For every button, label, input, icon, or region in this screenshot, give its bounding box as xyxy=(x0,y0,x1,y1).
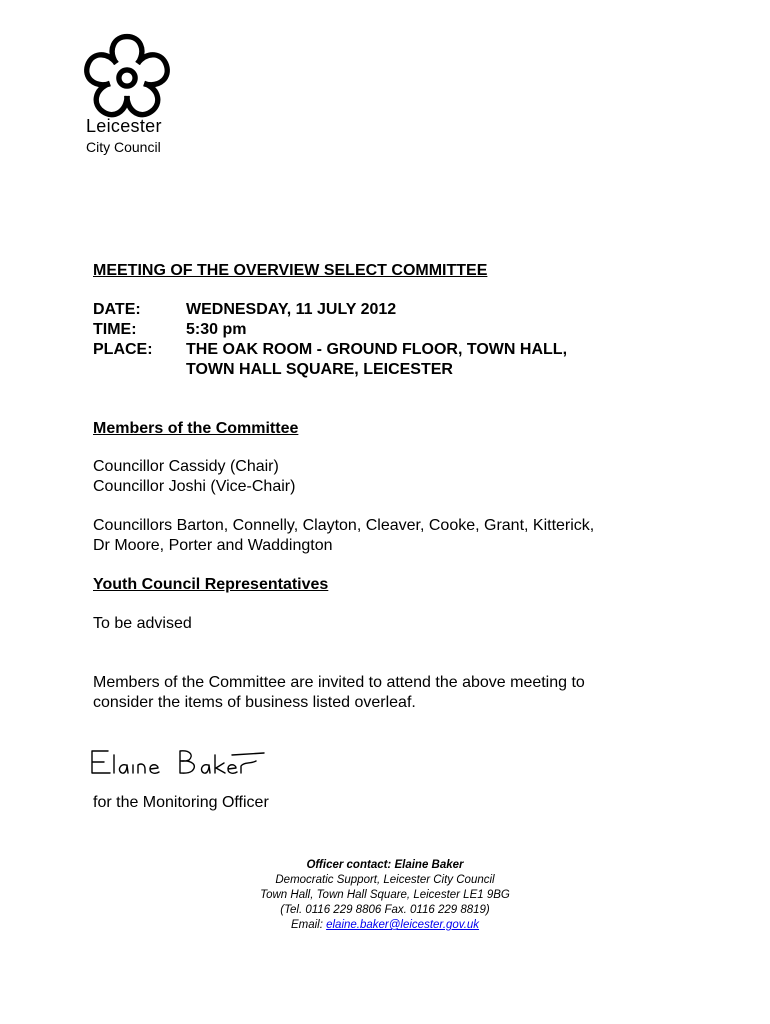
chair-line: Councillor Cassidy (Chair) xyxy=(93,458,279,475)
vice-chair-line: Councillor Joshi (Vice-Chair) xyxy=(93,478,296,495)
for-monitoring-officer: for the Monitoring Officer xyxy=(93,794,269,811)
invitation-line1: Members of the Committee are invited to attend the above meeting to xyxy=(93,674,585,691)
place-value-line2: TOWN HALL SQUARE, LEICESTER xyxy=(186,361,453,378)
meeting-title: MEETING OF THE OVERVIEW SELECT COMMITTEE xyxy=(93,262,488,279)
place-value-line1: THE OAK ROOM - GROUND FLOOR, TOWN HALL, xyxy=(186,341,568,358)
contact-line3: (Tel. 0116 229 8806 Fax. 0116 229 8819) xyxy=(280,904,490,916)
logo-name-line2: City Council xyxy=(86,139,161,155)
council-logo xyxy=(72,15,187,160)
email-label: Email: xyxy=(290,919,323,931)
contact-line2: Town Hall, Town Hall Square, Leicester LE1 9BG xyxy=(260,889,510,901)
logo-name-line1: Leicester xyxy=(86,116,162,136)
time-value: 5:30 pm xyxy=(186,321,247,338)
handwritten-signature xyxy=(88,745,268,781)
contact-email-line xyxy=(185,918,585,933)
contact-line1: Democratic Support, Leicester City Council xyxy=(275,874,495,886)
youth-heading: Youth Council Representatives xyxy=(93,576,329,593)
place-label: PLACE: xyxy=(93,341,153,358)
email-link[interactable]: elaine.baker@leicester.gov.uk xyxy=(326,919,480,931)
date-label: DATE: xyxy=(93,301,141,318)
officer-contact-title: Officer contact: Elaine Baker xyxy=(306,859,464,871)
time-label: TIME: xyxy=(93,321,137,338)
youth-text: To be advised xyxy=(93,615,192,632)
date-value: WEDNESDAY, 11 JULY 2012 xyxy=(186,301,397,318)
five-petal-rose-icon xyxy=(82,33,172,123)
invitation-line2: consider the items of business listed overleaf. xyxy=(93,694,416,711)
councillors-line2: Dr Moore, Porter and Waddington xyxy=(93,537,333,554)
councillors-line1: Councillors Barton, Connelly, Clayton, Cleaver, Cooke, Grant, Kitterick, xyxy=(93,517,595,534)
members-heading: Members of the Committee xyxy=(93,420,299,437)
